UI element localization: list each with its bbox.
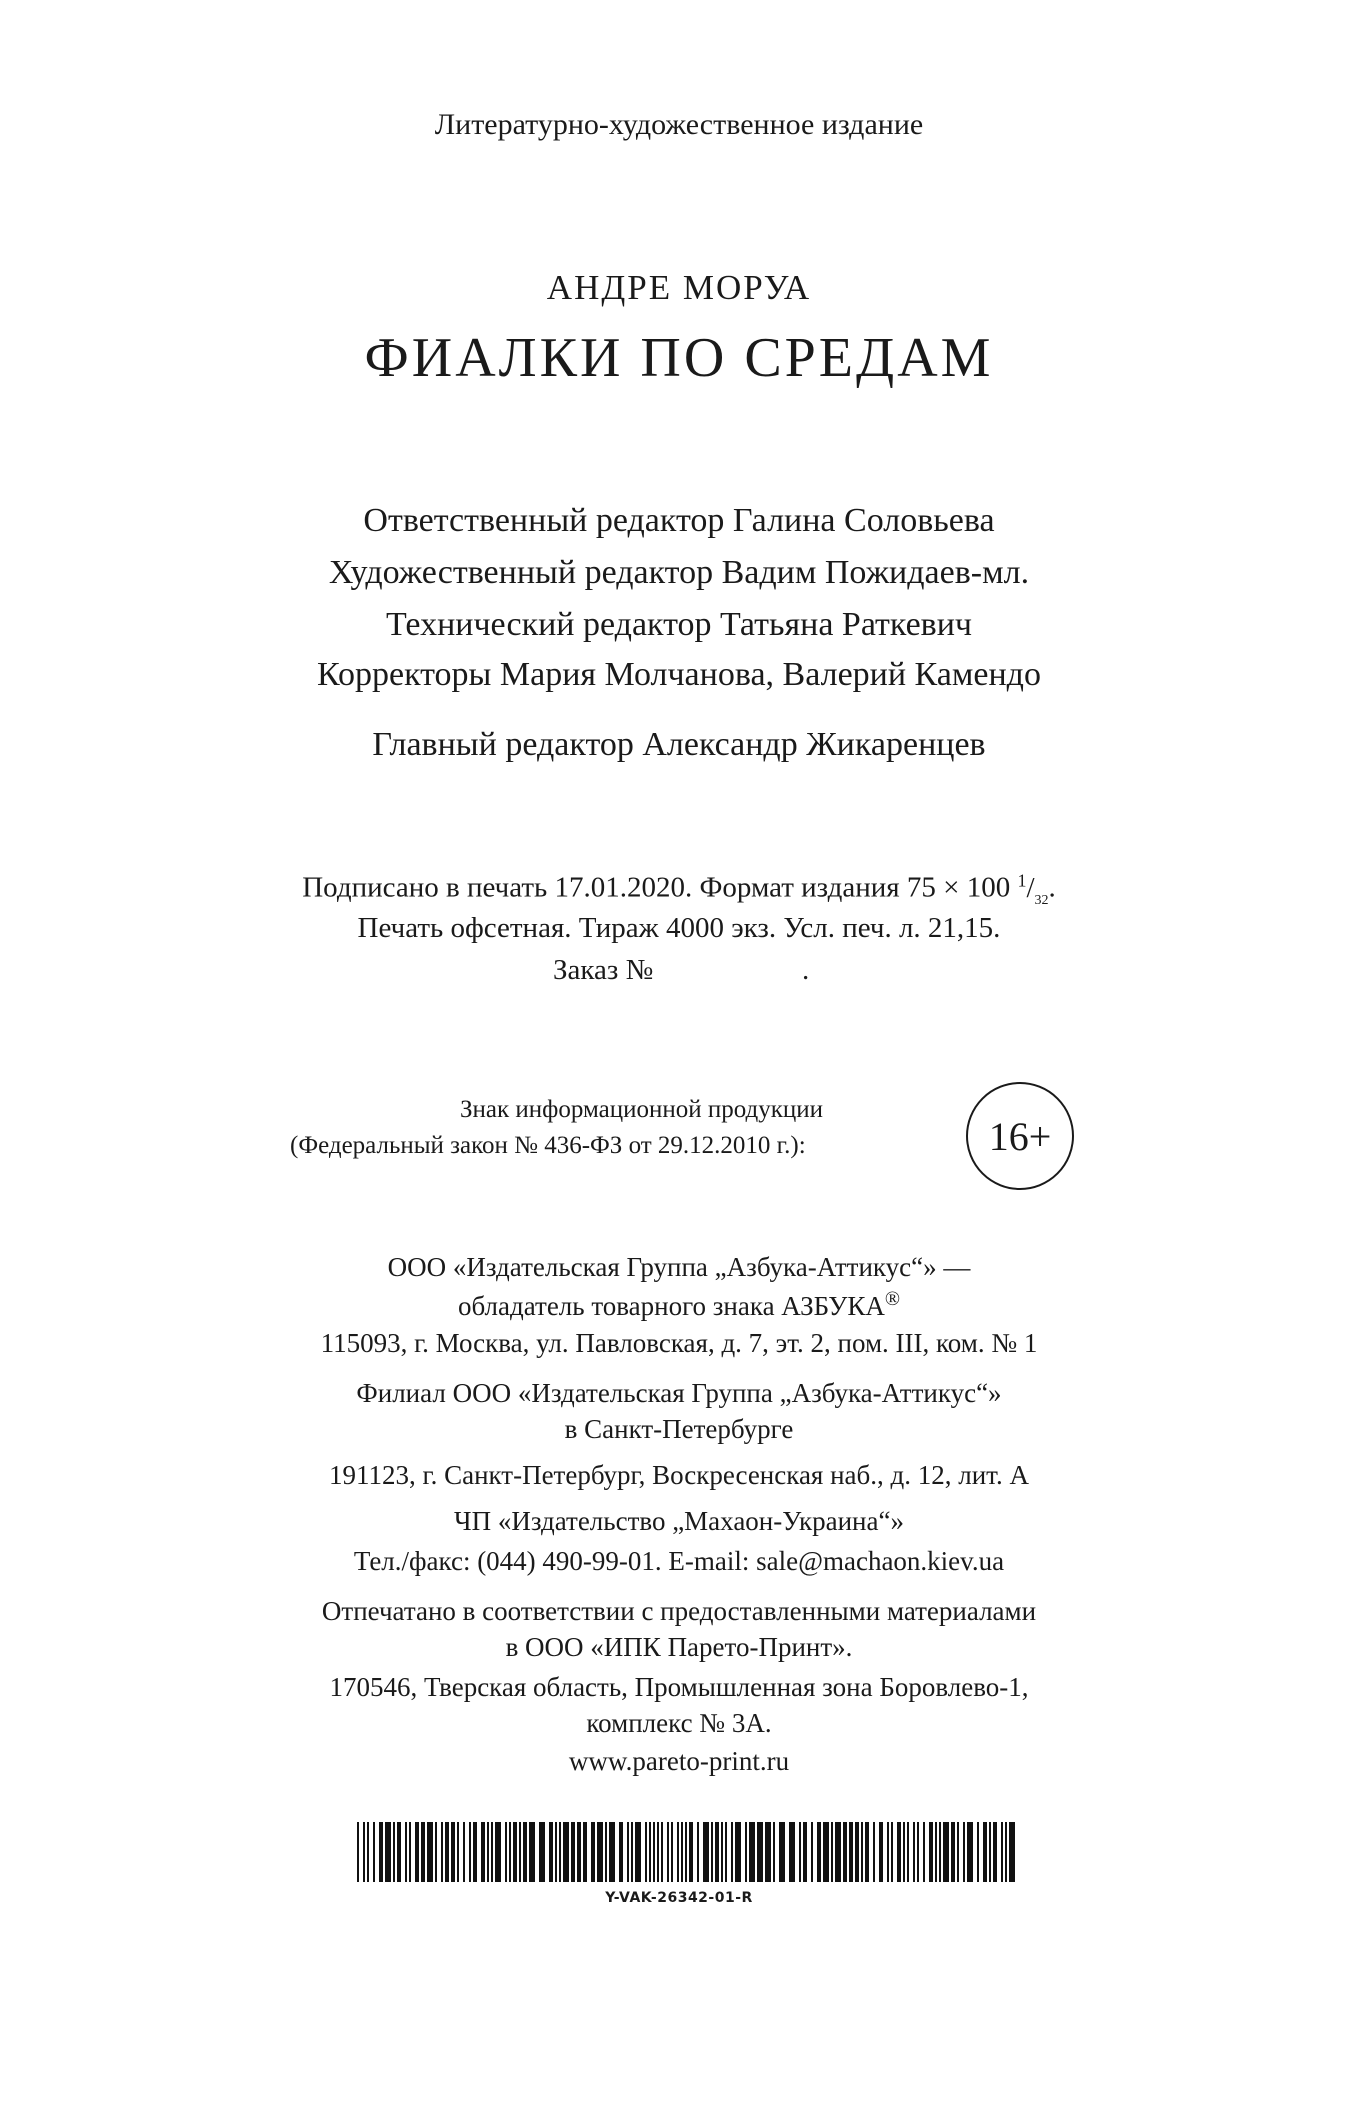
barcode-bar [435, 1822, 437, 1882]
barcode-bar [681, 1822, 683, 1882]
barcode-bar [619, 1822, 623, 1882]
printer-name: в ООО «ИПК Парето-Принт». [505, 1632, 853, 1662]
barcode-bar [529, 1822, 535, 1882]
barcode-bar [385, 1822, 391, 1882]
branch-address: 191123, г. Санкт-Петербург, Воскресенская наб., д. 12, лит. А [329, 1460, 1029, 1490]
barcode-bar [481, 1822, 485, 1882]
barcode-bar [907, 1822, 909, 1882]
barcode-bar [609, 1822, 615, 1882]
barcode-bar [559, 1822, 561, 1882]
barcode-bar [505, 1822, 507, 1882]
barcode-bar [563, 1822, 569, 1882]
print-signed-end: . [1048, 871, 1056, 904]
barcode-bar [677, 1822, 679, 1882]
publisher-trademark [0, 1288, 1358, 1322]
barcode-bar [849, 1822, 853, 1882]
barcode-bar [823, 1822, 829, 1882]
barcode-bar [983, 1822, 987, 1882]
barcode-bar [929, 1822, 933, 1882]
barcode-bar [831, 1822, 833, 1882]
barcode-bar [427, 1822, 433, 1882]
barcode-bar [367, 1822, 369, 1882]
barcode-bar [373, 1822, 375, 1882]
branch-city: в Санкт-Петербурге [564, 1414, 794, 1444]
barcode-bar [855, 1822, 859, 1882]
printer-complex: комплекс № 3А. [586, 1708, 772, 1738]
barcode-bar [957, 1822, 959, 1882]
barcode-bar [397, 1822, 401, 1882]
series-label: Литературно-художественное издание [434, 108, 924, 141]
barcode-bar [843, 1822, 847, 1882]
print-run-line: Печать офсетная. Тираж 4000 экз. Усл. печ. л. 21,15. [357, 912, 1001, 944]
barcode-bar [463, 1822, 465, 1882]
info-sign-law: (Федеральный закон № 436-ФЗ от 29.12.2010 г.): [290, 1132, 806, 1159]
credit-proofreaders: Корректоры Мария Молчанова, Валерий Камендо [317, 656, 1041, 693]
author-name: АНДРЕ МОРУА [546, 268, 812, 307]
info-sign-label: Знак информационной продукции [460, 1096, 824, 1123]
barcode-bar [703, 1822, 709, 1882]
barcode-bar [473, 1822, 477, 1882]
age-rating-text: 16+ [988, 1113, 1052, 1159]
barcode-bar [887, 1822, 889, 1882]
registered-mark: ® [884, 1288, 901, 1310]
barcode-bar [773, 1822, 775, 1882]
fraction-separator: / [1026, 871, 1035, 904]
barcode-bar [555, 1822, 557, 1882]
publisher-address: 115093, г. Москва, ул. Павловская, д. 7, эт. 2, пом. III, ком. № 1 [320, 1328, 1038, 1358]
barcode-bar [451, 1822, 455, 1882]
print-signed-text: Подписано в печать 17.01.2020. Формат издания 75 × 100 [302, 871, 1018, 904]
barcode-bar [571, 1822, 575, 1882]
barcode-bar [903, 1822, 905, 1882]
barcode-bar [749, 1822, 755, 1882]
barcode-bar [491, 1822, 493, 1882]
barcode-bar [441, 1822, 443, 1882]
print-signed-line [0, 870, 1358, 908]
barcode-bar [993, 1822, 997, 1882]
barcode-bar [421, 1822, 425, 1882]
barcode-bar [799, 1822, 801, 1882]
credit-chief-editor: Главный редактор Александр Жикаренцев [372, 726, 986, 763]
barcode-bar [645, 1822, 647, 1882]
barcode-bar [745, 1822, 747, 1882]
ukraine-contacts: Тел./факс: (044) 490-99-01. E-mail: sale@machaon.kiev.ua [353, 1546, 1005, 1576]
barcode-bar [445, 1822, 449, 1882]
barcode-bar [879, 1822, 883, 1882]
barcode-bar [803, 1822, 807, 1882]
barcode-bar [731, 1822, 733, 1882]
barcode-bar [835, 1822, 841, 1882]
fraction-denominator: 32 [1034, 892, 1049, 908]
barcode-bar [513, 1822, 517, 1882]
barcode-bar [939, 1822, 941, 1882]
printer-address: 170546, Тверская область, Промышленная зона Боровлево-1, [329, 1672, 1029, 1702]
barcode-bar [667, 1822, 669, 1882]
barcode-bar [357, 1822, 359, 1882]
barcode-bar [549, 1822, 553, 1882]
barcode-bar [913, 1822, 915, 1882]
printer-note: Отпечатано в соответствии с предоставленными материалами [321, 1596, 1037, 1626]
barcode-bar [697, 1822, 699, 1882]
format-fraction [1017, 870, 1049, 908]
barcode-bar [635, 1822, 641, 1882]
barcode-bar [405, 1822, 407, 1882]
barcode-bar [597, 1822, 603, 1882]
barcode-bar [757, 1822, 763, 1882]
barcode-bar [631, 1822, 633, 1882]
barcode-bar [509, 1822, 511, 1882]
barcode-bar [577, 1822, 581, 1882]
fraction-numerator: 1 [1017, 870, 1027, 890]
barcode-bar [765, 1822, 771, 1882]
barcode-bar [653, 1822, 655, 1882]
barcode-bar [917, 1822, 919, 1882]
barcode-bar [523, 1822, 527, 1882]
barcode-bar [469, 1822, 471, 1882]
publisher-trademark-text: обладатель товарного знака АЗБУКА [457, 1291, 885, 1321]
barcode-bar [865, 1822, 869, 1882]
barcode-image [357, 1822, 1015, 1882]
barcode-bar [967, 1822, 973, 1882]
barcode-bar [951, 1822, 955, 1882]
barcode-bar [1001, 1822, 1003, 1882]
book-title: ФИАЛКИ ПО СРЕДАМ [364, 327, 994, 389]
barcode-bar [923, 1822, 925, 1882]
order-number-end: . [802, 954, 810, 986]
barcode-bar [963, 1822, 965, 1882]
barcode-bar [715, 1822, 719, 1882]
barcode-bar [583, 1822, 587, 1882]
barcode-bar [935, 1822, 937, 1882]
barcode-bar [409, 1822, 411, 1882]
barcode-bar [779, 1822, 785, 1882]
barcode-bar [1009, 1822, 1015, 1882]
barcode-bar [657, 1822, 659, 1882]
barcode-bar [363, 1822, 365, 1882]
barcode-bar [457, 1822, 459, 1882]
barcode-bar [671, 1822, 673, 1882]
branch-name: Филиал ООО «Издательская Группа „Азбука-Аттикус“» [356, 1378, 1002, 1408]
age-rating-badge [966, 1082, 1074, 1190]
credit-managing-editor: Ответственный редактор Галина Соловьева [363, 502, 995, 539]
barcode-bar [989, 1822, 991, 1882]
publisher-name: ООО «Издательская Группа „Азбука-Аттикус“» — [387, 1252, 971, 1282]
order-number-label: Заказ № [553, 954, 654, 986]
barcode-bar [379, 1822, 383, 1882]
barcode-bar [873, 1822, 875, 1882]
barcode-bar [661, 1822, 663, 1882]
barcode-bar [721, 1822, 723, 1882]
barcode-bar [711, 1822, 713, 1882]
barcode-code: Y-VAK-26342-01-R [605, 1890, 753, 1906]
barcode-bar [811, 1822, 813, 1882]
barcode-bar [897, 1822, 901, 1882]
barcode-bar [861, 1822, 863, 1882]
barcode-bar [725, 1822, 727, 1882]
ukraine-publisher: ЧП «Издательство „Махаон-Украина“» [454, 1506, 904, 1536]
barcode-bar [817, 1822, 821, 1882]
barcode-bar [943, 1822, 949, 1882]
credit-technical-editor: Технический редактор Татьяна Раткевич [385, 606, 973, 643]
barcode-bar [627, 1822, 629, 1882]
barcode-bar [393, 1822, 395, 1882]
barcode-bar [605, 1822, 607, 1882]
printer-website: www.pareto-print.ru [568, 1746, 790, 1776]
credit-art-editor: Художественный редактор Вадим Пожидаев-мл. [328, 554, 1030, 591]
barcode-bar [891, 1822, 893, 1882]
barcode-bar [685, 1822, 687, 1882]
barcode-bar [1005, 1822, 1007, 1882]
barcode-bar [649, 1822, 651, 1882]
barcode-bar [735, 1822, 741, 1882]
barcode-bar [415, 1822, 419, 1882]
barcode-bar [539, 1822, 545, 1882]
barcode-bar [487, 1822, 489, 1882]
barcode-bar [789, 1822, 795, 1882]
barcode-bar [591, 1822, 595, 1882]
barcode-bar [519, 1822, 521, 1882]
barcode-bar [495, 1822, 501, 1882]
barcode-bar [977, 1822, 979, 1882]
barcode-bar [689, 1822, 693, 1882]
